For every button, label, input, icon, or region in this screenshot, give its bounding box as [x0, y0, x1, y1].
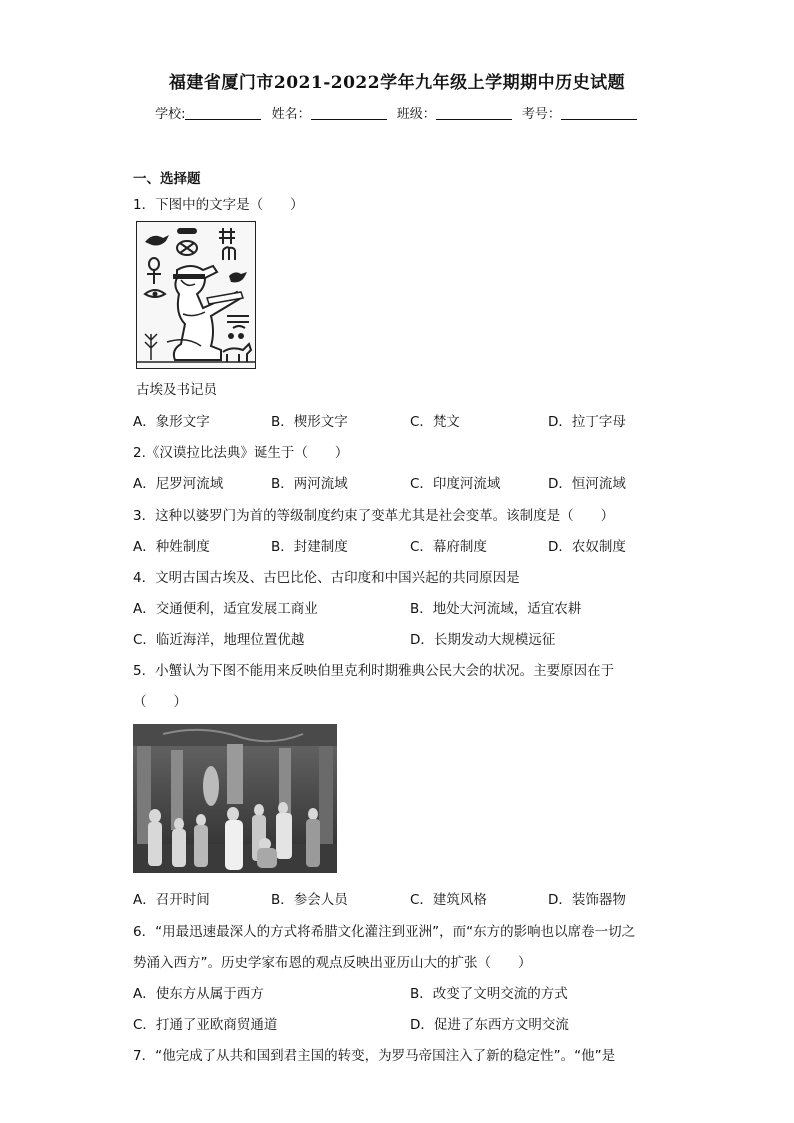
q1-stem: 1．下图中的文字是（ ）: [133, 197, 304, 213]
q4-option-a[interactable]: A．交通便利，适宜发展工商业: [133, 601, 318, 617]
q6-option-b[interactable]: B．改变了文明交流的方式: [410, 986, 568, 1002]
q6-option-d[interactable]: D．促进了东西方文明交流: [410, 1017, 569, 1033]
q4-stem: 4．文明古国古埃及、古巴比伦、古印度和中国兴起的共同原因是: [133, 570, 520, 586]
q3-option-b[interactable]: B．封建制度: [271, 539, 348, 555]
q2-option-c[interactable]: C．印度河流域: [410, 476, 501, 492]
name-label: 姓名：: [271, 107, 311, 122]
q2-option-b[interactable]: B．两河流域: [271, 476, 348, 492]
q4-option-c[interactable]: C．临近海洋，地理位置优越: [133, 632, 305, 648]
athenian-assembly-painting: [133, 724, 337, 873]
q6-stem-line1: 6．“用最迅速最深人的方式将希腊文化灌注到亚洲”，而“东方的影响也以席卷一切之: [133, 924, 636, 940]
q1-option-c[interactable]: C．梵文: [410, 414, 460, 430]
q5-option-a[interactable]: A．召开时间: [133, 892, 210, 908]
q5-option-b[interactable]: B．参会人员: [271, 892, 348, 908]
q6-option-c[interactable]: C．打通了亚欧商贸通道: [133, 1017, 278, 1033]
page-title: 福建省厦门市2021-2022学年九年级上学期期中历史试题: [168, 73, 626, 93]
egyptian-scribe-drawing: [137, 222, 255, 368]
school-blank[interactable]: [185, 107, 261, 120]
q3-option-a[interactable]: A．种姓制度: [133, 539, 210, 555]
class-label: 班级：: [396, 107, 436, 122]
q2-stem: 2.《汉谟拉比法典》诞生于（ ）: [133, 445, 349, 461]
q5-option-d[interactable]: D．装饰器物: [548, 892, 626, 908]
q1-figure-caption: 古埃及书记员: [136, 382, 217, 398]
q5-option-c[interactable]: C．建筑风格: [410, 892, 487, 908]
section-title: 一、选择题: [133, 171, 201, 187]
exam-number-label: 考号：: [521, 107, 561, 122]
name-blank[interactable]: [311, 107, 387, 120]
q1-option-d[interactable]: D．拉丁字母: [548, 414, 626, 430]
assembly-painting-drawing: [133, 724, 337, 873]
egyptian-scribe-image: [136, 221, 256, 369]
q2-option-a[interactable]: A．尼罗河流域: [133, 476, 224, 492]
student-info-line: [0, 103, 794, 122]
q3-option-d[interactable]: D．农奴制度: [548, 539, 626, 555]
q4-option-b[interactable]: B．地处大河流域，适宜农耕: [410, 601, 582, 617]
school-label: 学校:: [155, 107, 186, 122]
q5-stem-line2: （ ）: [133, 694, 187, 710]
q6-option-a[interactable]: A．使东方从属于西方: [133, 986, 264, 1002]
q1-option-b[interactable]: B．楔形文字: [271, 414, 348, 430]
q7-stem-line1: 7．“他完成了从共和国到君主国的转变，为罗马帝国注入了新的稳定性”。“他”是: [133, 1048, 616, 1064]
q6-stem-line2: 势涌入西方”。历史学家布恩的观点反映出亚历山大的扩张（ ）: [133, 955, 532, 971]
q1-option-a[interactable]: A．象形文字: [133, 414, 210, 430]
q3-option-c[interactable]: C．幕府制度: [410, 539, 487, 555]
q3-stem: 3．这种以婆罗门为首的等级制度约束了变革尤其是社会变革。该制度是（ ）: [133, 508, 615, 524]
q5-stem-line1: 5．小蟹认为下图不能用来反映伯里克利时期雅典公民大会的状况。主要原因在于: [133, 663, 615, 679]
class-blank[interactable]: [436, 107, 512, 120]
q2-option-d[interactable]: D．恒河流域: [548, 476, 626, 492]
q4-option-d[interactable]: D．长期发动大规模远征: [410, 632, 556, 648]
exam-number-blank[interactable]: [561, 107, 637, 120]
